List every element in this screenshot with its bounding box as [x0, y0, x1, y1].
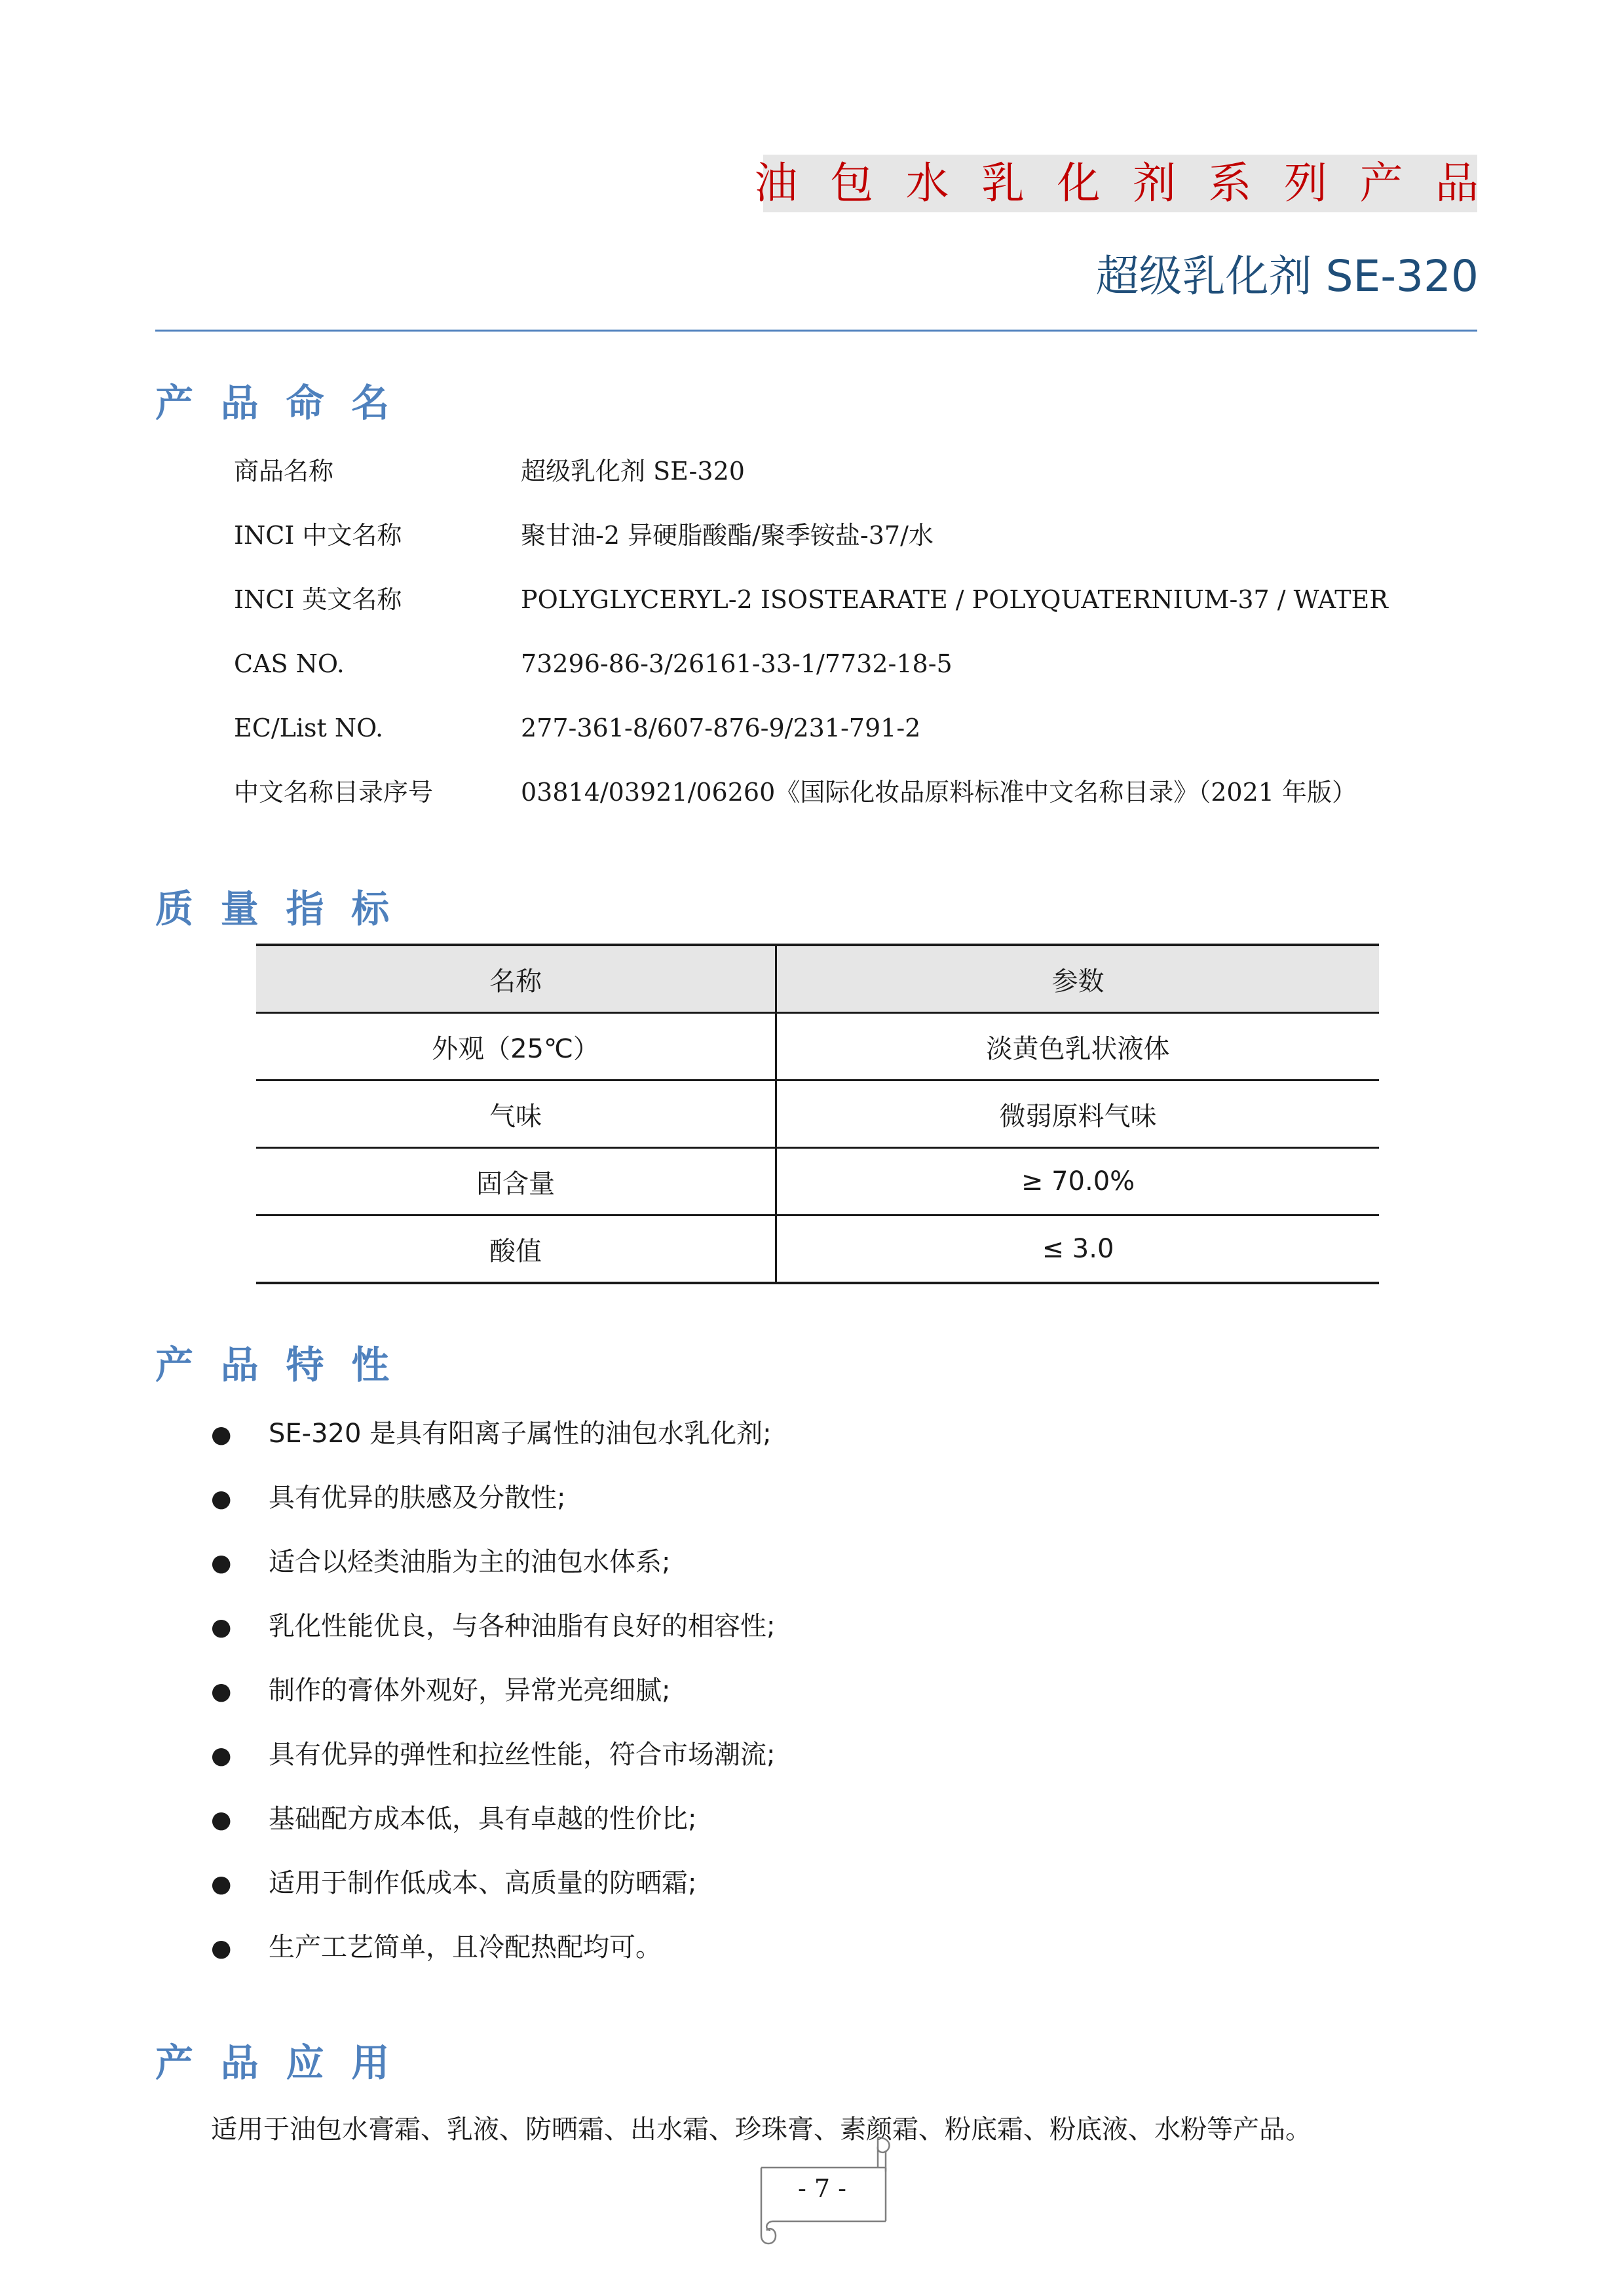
table-cell: 外观（25℃） — [256, 1013, 776, 1081]
feature-text: 适合以烃类油脂为主的油包水体系; — [269, 1547, 671, 1577]
naming-row — [234, 516, 934, 555]
table-row — [256, 1081, 1379, 1148]
naming-row — [234, 644, 953, 683]
feature-text: 生产工艺简单，且冷配热配均可。 — [269, 1932, 662, 1962]
naming-value: 03814/03921/06260《国际化妆品原料标准中文名称目录》（2021 年版） — [521, 778, 1357, 807]
feature-text: 基础配方成本低，具有卓越的性价比; — [269, 1804, 697, 1834]
feature-text: 制作的膏体外观好，异常光亮细腻; — [269, 1675, 671, 1706]
table-cell: 气味 — [256, 1081, 776, 1148]
bullet-icon: ● — [211, 1871, 232, 1898]
bullet-icon: ● — [211, 1550, 232, 1577]
section-heading-naming: 产品命名 — [155, 381, 417, 425]
bullet-icon: ● — [211, 1485, 232, 1512]
table-cell: ≥ 70.0% — [776, 1148, 1380, 1215]
column-header-parameter: 参数 — [776, 945, 1380, 1013]
feature-text: SE-320 是具有阳离子属性的油包水乳化剂; — [269, 1419, 772, 1449]
page-number: - 7 - — [797, 2174, 846, 2203]
naming-value: 聚甘油-2 异硬脂酸酯/聚季铵盐-37/水 — [521, 521, 934, 550]
bullet-icon: ● — [211, 1935, 232, 1962]
naming-value: POLYGLYCERYL-2 ISOSTEARATE / POLYQUATERNIUM-37 / WATER — [521, 585, 1388, 614]
list-item — [211, 1864, 696, 1903]
naming-value: 超级乳化剂 SE-320 — [521, 457, 745, 486]
column-header-name: 名称 — [256, 945, 776, 1013]
naming-row — [234, 773, 1357, 812]
feature-text: 具有优异的肤感及分散性; — [269, 1483, 566, 1513]
naming-key: INCI 中文名称 — [234, 521, 402, 550]
naming-row — [234, 708, 920, 748]
naming-value: 73296-86-3/26161-33-1/7732-18-5 — [521, 649, 953, 678]
feature-text: 具有优异的弹性和拉丝性能，符合市场潮流; — [269, 1740, 776, 1770]
bullet-icon: ● — [211, 1614, 232, 1641]
table-cell: 微弱原料气味 — [776, 1081, 1380, 1148]
series-title: 油包水乳化剂系列产品 — [754, 158, 1511, 208]
section-heading-quality: 质量指标 — [155, 887, 417, 931]
list-item — [211, 1542, 670, 1582]
table-cell: 淡黄色乳状液体 — [776, 1013, 1380, 1081]
naming-key: 商品名称 — [234, 457, 334, 486]
naming-row — [234, 580, 1388, 619]
quality-table — [256, 944, 1379, 1284]
naming-value: 277-361-8/607-876-9/231-791-2 — [521, 714, 921, 742]
product-title: 超级乳化剂 SE-320 — [1095, 251, 1479, 301]
list-item — [211, 1414, 772, 1453]
table-cell: ≤ 3.0 — [776, 1215, 1380, 1284]
table-cell: 酸值 — [256, 1215, 776, 1284]
table-row — [256, 1148, 1379, 1215]
naming-key: INCI 英文名称 — [234, 585, 402, 614]
section-heading-features: 产品特性 — [155, 1343, 417, 1387]
table-row — [256, 1013, 1379, 1081]
bullet-icon: ● — [211, 1742, 232, 1769]
feature-text: 乳化性能优良，与各种油脂有良好的相容性; — [269, 1611, 776, 1641]
list-item — [211, 1735, 775, 1774]
table-cell: 固含量 — [256, 1148, 776, 1215]
table-row — [256, 1215, 1379, 1284]
naming-key: CAS NO. — [234, 649, 345, 678]
naming-key: EC/List NO. — [234, 714, 384, 742]
list-item — [211, 1607, 775, 1646]
list-item — [211, 1928, 662, 1967]
bullet-icon: ● — [211, 1807, 232, 1833]
feature-text: 适用于制作低成本、高质量的防晒霜; — [269, 1868, 697, 1898]
bullet-icon: ● — [211, 1678, 232, 1705]
application-text: 适用于油包水膏霜、乳液、防晒霜、出水霜、珍珠膏、素颜霜、粉底霜、粉底液、水粉等产品。 — [211, 2114, 1312, 2145]
bullet-icon: ● — [211, 1421, 232, 1448]
section-heading-application: 产品应用 — [155, 2040, 417, 2085]
list-item — [211, 1799, 696, 1839]
table-header-row — [256, 945, 1379, 1013]
naming-row — [234, 451, 745, 491]
list-item — [211, 1478, 565, 1518]
header-divider — [155, 330, 1477, 332]
naming-key: 中文名称目录序号 — [234, 778, 434, 807]
list-item — [211, 1671, 670, 1710]
